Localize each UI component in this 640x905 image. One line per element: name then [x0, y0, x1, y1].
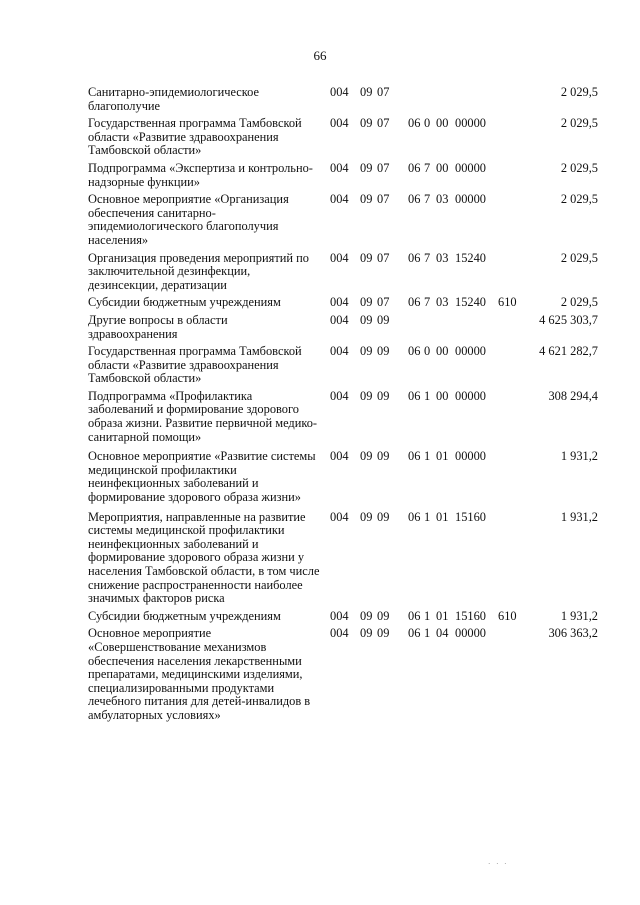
row-name: Основное мероприятие «Совершенствование механизмов обеспечения населения лекарственными препаратами, медицинскими изделиями, специализированными продуктами лечебного питания для детей-инвалидов в амбулаторных условиях»: [88, 626, 311, 722]
row-rz: 09: [360, 626, 373, 641]
row-p1: 06: [408, 192, 421, 207]
row-p2: 1: [424, 626, 431, 641]
row-name: Субсидии бюджетным учреждениям: [88, 295, 281, 310]
row-p4: 15240: [455, 250, 486, 265]
row-pr: 07: [377, 250, 390, 265]
row-p1: 06: [408, 626, 421, 641]
row-p4: 15160: [455, 509, 486, 524]
row-sum: 2 029,5: [560, 85, 598, 99]
row-sum: 1 931,2: [560, 449, 598, 464]
row-pr: 07: [377, 295, 390, 310]
row-pr: 09: [377, 626, 390, 641]
row-p3: 03: [436, 192, 449, 207]
row-p2: 7: [424, 295, 431, 310]
row-name: Мероприятия, направленные на развитие системы медицинской профилактики неинфекционных заболеваний и формирование здорового образа жизни у населения Тамбовской области, в том числе снижение распространенности наиболее значимых факторов риска: [88, 509, 320, 606]
table-row: [88, 117, 598, 158]
row-pr: 07: [377, 192, 390, 207]
row-p2: 1: [424, 388, 431, 403]
row-min: 004: [330, 312, 349, 327]
budget-table: [88, 86, 598, 723]
row-pr: 07: [377, 160, 390, 175]
row-name: Подпрограмма «Профилактика заболеваний и формирование здорового образа жизни. Развитие первичной медико-санитарной помощи»: [88, 388, 318, 444]
table-row: [88, 627, 598, 722]
row-rz: 09: [360, 85, 373, 99]
table-row: [88, 345, 598, 386]
table-row: [88, 511, 598, 606]
row-min: 004: [330, 608, 349, 623]
row-sum: 1 931,2: [560, 509, 598, 524]
row-rz: 09: [360, 192, 373, 207]
row-p3: 01: [436, 608, 449, 623]
row-p3: 04: [436, 626, 449, 641]
row-p1: 06: [408, 344, 421, 359]
row-p4: 00000: [455, 116, 486, 131]
row-p3: 00: [436, 344, 449, 359]
table-row: [88, 252, 598, 293]
row-p2: 7: [424, 250, 431, 265]
scan-specks: · · ·: [488, 860, 509, 868]
row-p4: 00000: [455, 449, 486, 464]
table-row: [88, 296, 598, 310]
row-name: Основное мероприятие «Развитие системы медицинской профилактики неинфекционных заболеваний и формирование здорового образа жизни»: [88, 449, 316, 505]
row-p1: 06: [408, 388, 421, 403]
row-p1: 06: [408, 608, 421, 623]
row-rz: 09: [360, 295, 373, 310]
row-pr: 09: [377, 388, 390, 403]
row-min: 004: [330, 250, 349, 265]
row-p2: 7: [424, 160, 431, 175]
row-sum: 2 029,5: [560, 295, 598, 310]
row-pr: 07: [377, 116, 390, 131]
row-name: Государственная программа Тамбовской области «Развитие здравоохранения Тамбовской области»: [88, 344, 302, 386]
row-p2: 0: [424, 116, 431, 131]
row-sum: 2 029,5: [560, 192, 598, 207]
row-min: 004: [330, 626, 349, 641]
row-min: 004: [330, 449, 349, 464]
row-sum: 1 931,2: [560, 608, 598, 623]
row-p4: 15240: [455, 295, 486, 310]
row-rz: 09: [360, 116, 373, 131]
row-min: 004: [330, 344, 349, 359]
row-rz: 09: [360, 312, 373, 327]
row-p2: 7: [424, 192, 431, 207]
row-p3: 00: [436, 388, 449, 403]
row-rz: 09: [360, 250, 373, 265]
row-p4: 15160: [455, 608, 486, 623]
row-pr: 09: [377, 449, 390, 464]
row-p2: 1: [424, 449, 431, 464]
row-p1: 06: [408, 449, 421, 464]
row-p3: 00: [436, 160, 449, 175]
row-vr: 610: [498, 295, 517, 310]
table-row: [88, 610, 598, 624]
row-min: 004: [330, 160, 349, 175]
row-pr: 09: [377, 312, 390, 327]
row-p4: 00000: [455, 192, 486, 207]
row-p1: 06: [408, 116, 421, 131]
row-p4: 00000: [455, 344, 486, 359]
row-p1: 06: [408, 250, 421, 265]
row-name: Основное мероприятие «Организация обеспечения санитарно-эпидемиологического благополучия населения»: [88, 192, 289, 247]
row-name: Подпрограмма «Экспертиза и контрольно-надзорные функции»: [88, 160, 313, 189]
row-rz: 09: [360, 160, 373, 175]
row-min: 004: [330, 85, 349, 99]
row-name: Санитарно-эпидемиологическое благополучие: [88, 85, 259, 113]
row-name: Государственная программа Тамбовской области «Развитие здравоохранения Тамбовской области»: [88, 116, 302, 158]
row-p4: 00000: [455, 388, 486, 403]
row-p1: 06: [408, 160, 421, 175]
row-p1: 06: [408, 509, 421, 524]
row-rz: 09: [360, 449, 373, 464]
table-row: [88, 314, 598, 341]
row-rz: 09: [360, 344, 373, 359]
row-name: Субсидии бюджетным учреждениям: [88, 608, 281, 623]
row-sum: 308 294,4: [548, 388, 598, 403]
table-row: [88, 450, 598, 504]
row-p4: 00000: [455, 160, 486, 175]
row-vr: 610: [498, 608, 517, 623]
row-p4: 00000: [455, 626, 486, 641]
row-pr: 07: [377, 85, 390, 99]
row-p3: 01: [436, 509, 449, 524]
row-name: Организация проведения мероприятий по заключительной дезинфекции, дезинсекции, дератизации: [88, 250, 309, 292]
row-sum: 306 363,2: [548, 626, 598, 641]
row-rz: 09: [360, 608, 373, 623]
page-number: 66: [313, 48, 327, 63]
table-row: [88, 193, 598, 247]
row-min: 004: [330, 295, 349, 310]
table-row: [88, 390, 598, 444]
row-p1: 06: [408, 295, 421, 310]
row-p3: 01: [436, 449, 449, 464]
row-pr: 09: [377, 608, 390, 623]
row-p3: 03: [436, 295, 449, 310]
row-p3: 03: [436, 250, 449, 265]
row-sum: 4 621 282,7: [539, 344, 598, 359]
row-sum: 2 029,5: [560, 250, 598, 265]
row-p2: 1: [424, 509, 431, 524]
row-min: 004: [330, 116, 349, 131]
table-row: [88, 86, 598, 113]
table-row: [88, 162, 598, 189]
row-p2: 1: [424, 608, 431, 623]
row-rz: 09: [360, 388, 373, 403]
row-min: 004: [330, 388, 349, 403]
row-sum: 2 029,5: [560, 160, 598, 175]
row-pr: 09: [377, 344, 390, 359]
row-sum: 2 029,5: [560, 116, 598, 131]
row-p2: 0: [424, 344, 431, 359]
row-p3: 00: [436, 116, 449, 131]
row-min: 004: [330, 509, 349, 524]
row-rz: 09: [360, 509, 373, 524]
row-sum: 4 625 303,7: [539, 312, 598, 327]
row-name: Другие вопросы в области здравоохранения: [88, 312, 228, 341]
row-min: 004: [330, 192, 349, 207]
row-pr: 09: [377, 509, 390, 524]
